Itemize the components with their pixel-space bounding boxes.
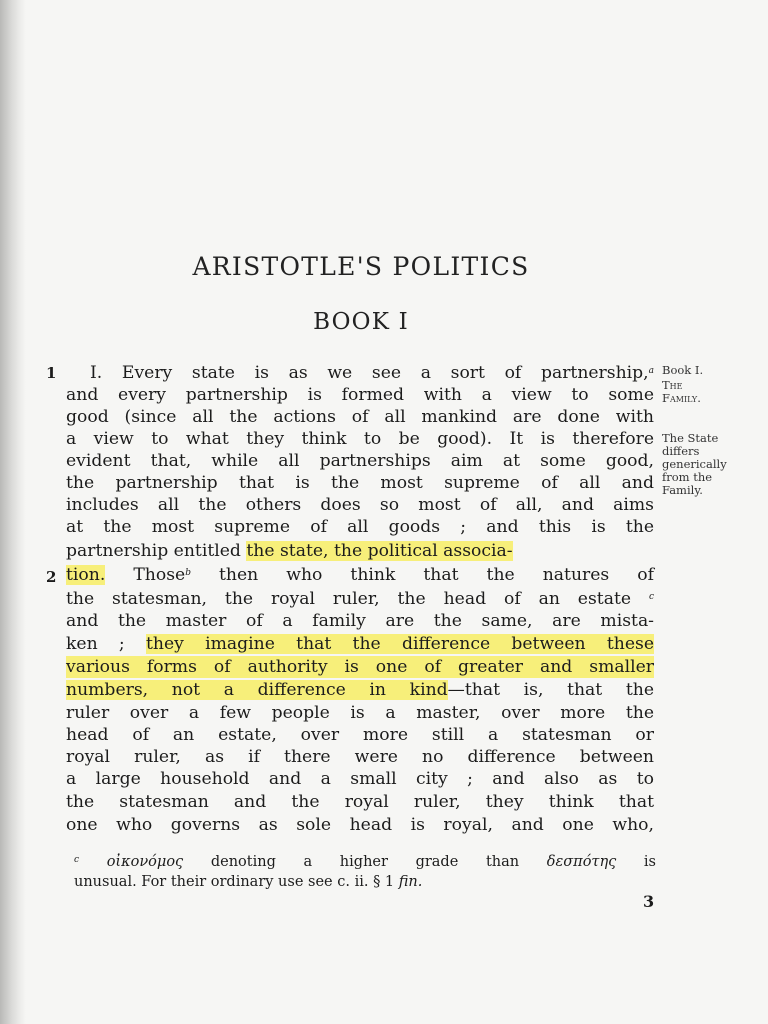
page-title: ARISTOTLE'S POLITICS <box>192 252 530 281</box>
text-line: at the most supreme of all goods ; and this is the <box>66 517 654 537</box>
text-line: good (since all the actions of all mankind are done with <box>66 407 654 427</box>
book-spine-shadow <box>0 0 26 1024</box>
text-line: I. Every state is as we see a sort of partnership,$^a$ <box>90 363 654 383</box>
text-line: a large household and a small city ; and also as to <box>66 769 654 789</box>
highlighted-text: various forms of authority is one of greater and smaller <box>66 657 654 677</box>
text-line: partnership entitled the state, the political associa- <box>66 541 513 561</box>
text-line: tion. Those$^b$ then who think that the natures of <box>66 565 654 585</box>
text-line: one who governs as sole head is royal, and one who, <box>66 815 654 835</box>
text-line: and every partnership is formed with a view to some <box>66 385 654 405</box>
footnote-marker: c <box>74 855 80 865</box>
book-heading: BOOK I <box>313 309 409 335</box>
highlighted-text: the state, the political associa- <box>246 541 513 561</box>
highlighted-text: tion. <box>66 565 106 585</box>
text-line: evident that, while all partnerships aim at some good, <box>66 451 654 471</box>
section-number: 1 <box>46 364 57 382</box>
footnote-line: $^c$ οἰκονόμος denoting a higher grade than δεσπότης is <box>74 854 656 870</box>
text-line: a view to what they think to be good). It is therefore <box>66 429 654 449</box>
footnote-marker: c <box>648 592 654 602</box>
sidenote-book: Book I. The Family. <box>662 363 704 405</box>
text-line: head of an estate, over more still a statesman or <box>66 725 654 745</box>
text-line: and the master of a family are the same, are mista- <box>66 611 654 631</box>
text-line: includes all the others does so most of all, and aims <box>66 495 654 515</box>
text-line: the partnership that is the most supreme of all and <box>66 473 654 493</box>
page-number: 3 <box>643 892 655 911</box>
sidenote-state-differs: The State differs generically from the Family. <box>662 431 727 497</box>
highlighted-text: they imagine that the difference between these <box>145 634 654 654</box>
text-line: numbers, not a difference in kind—that is, that the <box>66 680 654 700</box>
footnote-marker: b <box>185 568 191 578</box>
footnote-line: unusual. For their ordinary use see c. ii. § 1 fin. <box>74 874 423 890</box>
text-line: ruler over a few people is a master, over more the <box>66 703 654 723</box>
text-line: ken ; they imagine that the difference between these <box>66 634 654 654</box>
highlighted-text: numbers, not a difference in kind <box>66 680 448 700</box>
text-line: the statesman, the royal ruler, the head of an estate $^c$ <box>66 589 654 609</box>
text-line: royal ruler, as if there were no difference between <box>66 747 654 767</box>
footnote-marker: a <box>648 366 654 376</box>
section-number: 2 <box>46 568 57 586</box>
text-line: the statesman and the royal ruler, they think that <box>66 792 654 812</box>
